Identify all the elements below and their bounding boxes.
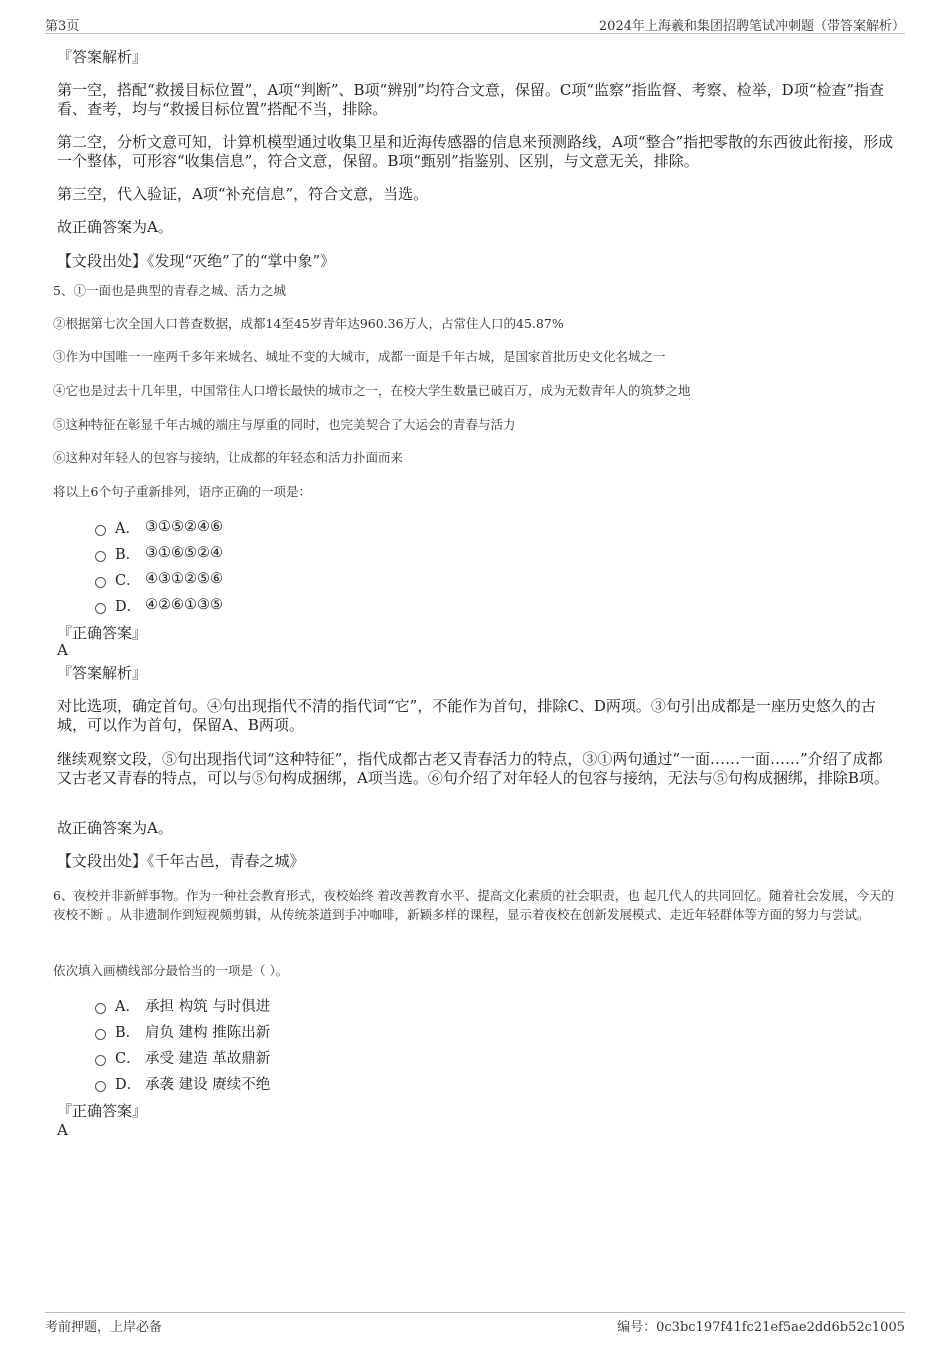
q4-analysis-p3: 第三空，代入验证，A项“补充信息”，符合文意，当选。 xyxy=(57,185,429,203)
q5-analysis-p2: 继续观察文段，⑤句出现指代词“这种特征”，指代成都古老又青春活力的特点，③①两句通过“一面……一面……”介绍了成都又古老又青春的特点，可以与⑤句构成捆绑，A项当选。⑥句介绍了对年轻人的包容与接纳，无法与⑤句构成捆绑，排除B项。 xyxy=(57,750,889,787)
q6-option-a[interactable] xyxy=(95,995,270,1015)
option-key: B． xyxy=(115,546,141,563)
q6-prompt: 依次填入画横线部分最恰当的一项是（ ）。 xyxy=(53,963,289,978)
q5-option-c[interactable] xyxy=(95,569,223,589)
document-title: 2024年上海羲和集团招聘笔试冲刺题（带答案解析） xyxy=(598,19,905,34)
option-key: A． xyxy=(115,520,140,537)
radio-icon[interactable] xyxy=(95,603,106,614)
q5-option-b[interactable] xyxy=(95,543,223,563)
q6-answer-label: 『正确答案』 xyxy=(57,1102,148,1120)
q6-stem: 6、夜校并非新鲜事物。作为一种社会教育形式，夜校始终 着改善教育水平、提高文化素质的社会职责，也 起几代人的共同回忆。随着社会发展，今天的夜校不断 。从非遗制作到短视频剪辑，从传统茶道到手冲咖啡，新颖多样的课程，显示着夜校在创新发展模式、走近年轻群体等方面的努力与尝试。 xyxy=(53,888,894,922)
q5-conclusion: 故正确答案为A。 xyxy=(57,819,173,837)
q4-source: 【文段出处】《发现“灭绝”了的“掌中象”》 xyxy=(57,252,336,270)
q5-sentence-6: ⑥这种对年轻人的包容与接纳，让成都的年轻态和活力扑面而来 xyxy=(53,450,404,465)
option-key: B． xyxy=(115,1024,141,1041)
q4-analysis-p2: 第二空，分析文意可知，计算机模型通过收集卫星和近海传感器的信息来预测路线，A项“整合”指把零散的东西彼此衔接，形成一个整体，可形容“收集信息”，符合文意，保留。B项“甄别”指鉴别、区别，与文意无关，排除。 xyxy=(57,133,894,170)
page-header xyxy=(45,13,905,34)
q5-prompt: 将以上6个句子重新排列，语序正确的一项是： xyxy=(53,484,311,499)
option-key: C． xyxy=(115,1050,141,1067)
option-key: D． xyxy=(115,598,142,615)
radio-icon[interactable] xyxy=(95,1029,106,1040)
radio-icon[interactable] xyxy=(95,1081,106,1092)
option-text: ④②⑥①③⑤ xyxy=(145,597,223,613)
radio-icon[interactable] xyxy=(95,1055,106,1066)
option-text: ③①⑥⑤②④ xyxy=(145,545,223,561)
q5-sentence-5: ⑤这种特征在彰显千年古城的端庄与厚重的同时，也完美契合了大运会的青春与活力 xyxy=(53,417,516,432)
q6-answer: A xyxy=(57,1121,68,1139)
q4-analysis-label: 『答案解析』 xyxy=(57,48,148,66)
q5-sentence-4: ④它也是过去十几年里，中国常住人口增长最快的城市之一，在校大学生数量已破百万，成为无数青年人的筑梦之地 xyxy=(53,383,691,398)
radio-icon[interactable] xyxy=(95,525,106,536)
option-text: 承受 建造 革故鼎新 xyxy=(145,1050,271,1067)
radio-icon[interactable] xyxy=(95,551,106,562)
option-text: 承担 构筑 与时俱进 xyxy=(145,998,271,1015)
q5-stem: 5、①一面也是典型的青春之城、活力之城 xyxy=(53,283,286,298)
option-key: C． xyxy=(115,572,141,589)
q6-option-c[interactable] xyxy=(95,1047,270,1067)
q5-answer-label: 『正确答案』 xyxy=(57,624,148,642)
q5-answer: A xyxy=(57,641,68,659)
q4-conclusion: 故正确答案为A。 xyxy=(57,218,173,236)
option-key: D． xyxy=(115,1076,142,1093)
footer-slogan: 考前押题，上岸必备 xyxy=(45,1320,163,1335)
radio-icon[interactable] xyxy=(95,1003,106,1014)
q5-sentence-2: ②根据第七次全国人口普查数据，成都14至45岁青年达960.36万人，占常住人口的45.87% xyxy=(53,316,564,331)
option-text: 承袭 建设 赓续不绝 xyxy=(145,1076,271,1093)
q5-analysis-p1: 对比选项，确定首句。④句出现指代不清的指代词“它”，不能作为首句，排除C、D两项。③句引出成都是一座历史悠久的古城，可以作为首句，保留A、B两项。 xyxy=(57,697,876,734)
q5-source: 【文段出处】《千年古邑，青春之城》 xyxy=(57,852,305,870)
q5-option-a[interactable] xyxy=(95,517,223,537)
q6-option-b[interactable] xyxy=(95,1021,270,1041)
q6-option-d[interactable] xyxy=(95,1073,270,1093)
radio-icon[interactable] xyxy=(95,577,106,588)
q5-sentence-3: ③作为中国唯一一座两千多年来城名、城址不变的大城市，成都一面是千年古城，是国家首批历史文化名城之一 xyxy=(53,349,666,364)
option-text: ④③①②⑤⑥ xyxy=(145,571,223,587)
page-number: 第3页 xyxy=(45,19,80,34)
option-text: 肩负 建构 推陈出新 xyxy=(145,1024,271,1041)
page-footer xyxy=(45,1312,905,1337)
option-key: A． xyxy=(115,998,140,1015)
footer-code: 编号：0c3bc197f41fc21ef5ae2dd6b52c1005 xyxy=(617,1320,905,1335)
option-text: ③①⑤②④⑥ xyxy=(145,519,223,535)
q5-analysis-label: 『答案解析』 xyxy=(57,664,148,682)
q4-analysis-p1: 第一空，搭配“救援目标位置”，A项“判断”、B项“辨别”均符合文意，保留。C项“监察”指监督、考察、检举，D项“检查”指查看、查考，均与“救援目标位置”搭配不当，排除。 xyxy=(57,81,885,118)
q5-option-d[interactable] xyxy=(95,595,223,615)
